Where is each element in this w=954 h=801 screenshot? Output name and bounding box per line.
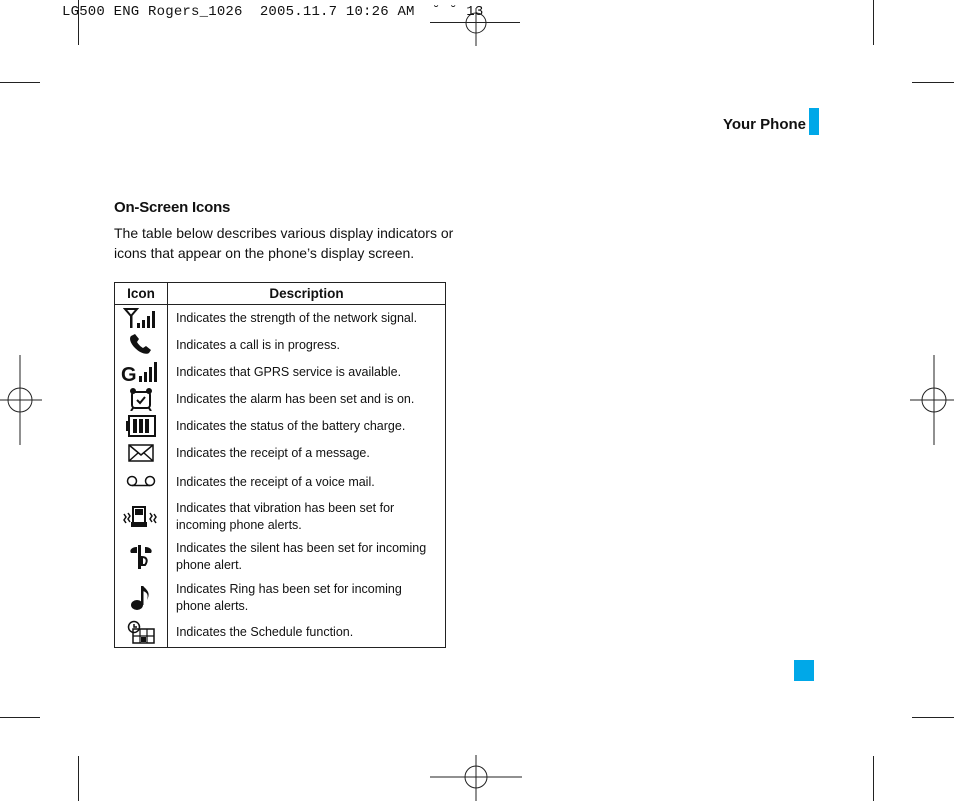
row-description: Indicates the status of the battery charge. (168, 413, 446, 440)
registration-mark-icon (0, 355, 42, 445)
music-note-icon (129, 584, 153, 612)
table-row (115, 440, 446, 467)
table-row (115, 618, 446, 648)
table-row (115, 578, 446, 618)
section-label: Your Phone (722, 116, 806, 133)
registration-mark-icon (430, 755, 522, 801)
intro-text: The table below describes various display indicators or icons that appear on the phone’s display screen. (114, 225, 454, 261)
gprs-icon (121, 361, 161, 383)
row-description: Indicates the strength of the network signal. (168, 305, 446, 332)
crop-mark (873, 0, 874, 45)
crop-mark (78, 756, 79, 801)
row-description: Indicates the Schedule function. (168, 618, 446, 648)
column-header-icon: Icon (115, 283, 168, 305)
crop-mark (912, 82, 954, 83)
vibration-icon (123, 504, 159, 530)
section-tab-marker (809, 108, 819, 135)
page-marker (794, 660, 814, 681)
table-row (115, 537, 446, 578)
page-title: On-Screen Icons (114, 199, 231, 216)
table-row (115, 332, 446, 359)
table-row (115, 305, 446, 332)
icons-table (114, 282, 446, 648)
phone-handset-icon (128, 333, 154, 357)
crop-mark (912, 717, 954, 718)
voicemail-icon (126, 475, 156, 489)
row-description: Indicates that GPRS service is available. (168, 359, 446, 386)
signal-strength-icon (123, 307, 159, 329)
row-description: Indicates Ring has been set for incoming phone alerts. (168, 578, 446, 618)
crop-mark (873, 756, 874, 801)
row-description: Indicates that vibration has been set for incoming phone alerts. (168, 498, 446, 537)
row-description: Indicates a call is in progress. (168, 332, 446, 359)
schedule-icon (127, 620, 155, 644)
table-header-row (115, 283, 446, 305)
print-slug: LG500 ENG Rogers_1026 2005.11.7 10:26 AM ˘ ˘ 13 (62, 4, 484, 20)
table-row (115, 498, 446, 537)
registration-mark-icon (910, 355, 954, 445)
table-row (115, 467, 446, 498)
table-row (115, 413, 446, 440)
battery-icon (126, 415, 156, 437)
crop-mark (0, 82, 40, 83)
table-row (115, 359, 446, 386)
row-description: Indicates the silent has been set for incoming phone alert. (168, 537, 446, 578)
crop-mark (0, 717, 40, 718)
alarm-clock-icon (128, 387, 154, 411)
envelope-icon (128, 443, 154, 463)
silent-icon (127, 543, 155, 571)
row-description: Indicates the alarm has been set and is on. (168, 386, 446, 413)
column-header-description: Description (168, 283, 446, 305)
svg-text:G: G (121, 364, 137, 383)
table-row (115, 386, 446, 413)
row-description: Indicates the receipt of a voice mail. (168, 467, 446, 498)
row-description: Indicates the receipt of a message. (168, 440, 446, 467)
